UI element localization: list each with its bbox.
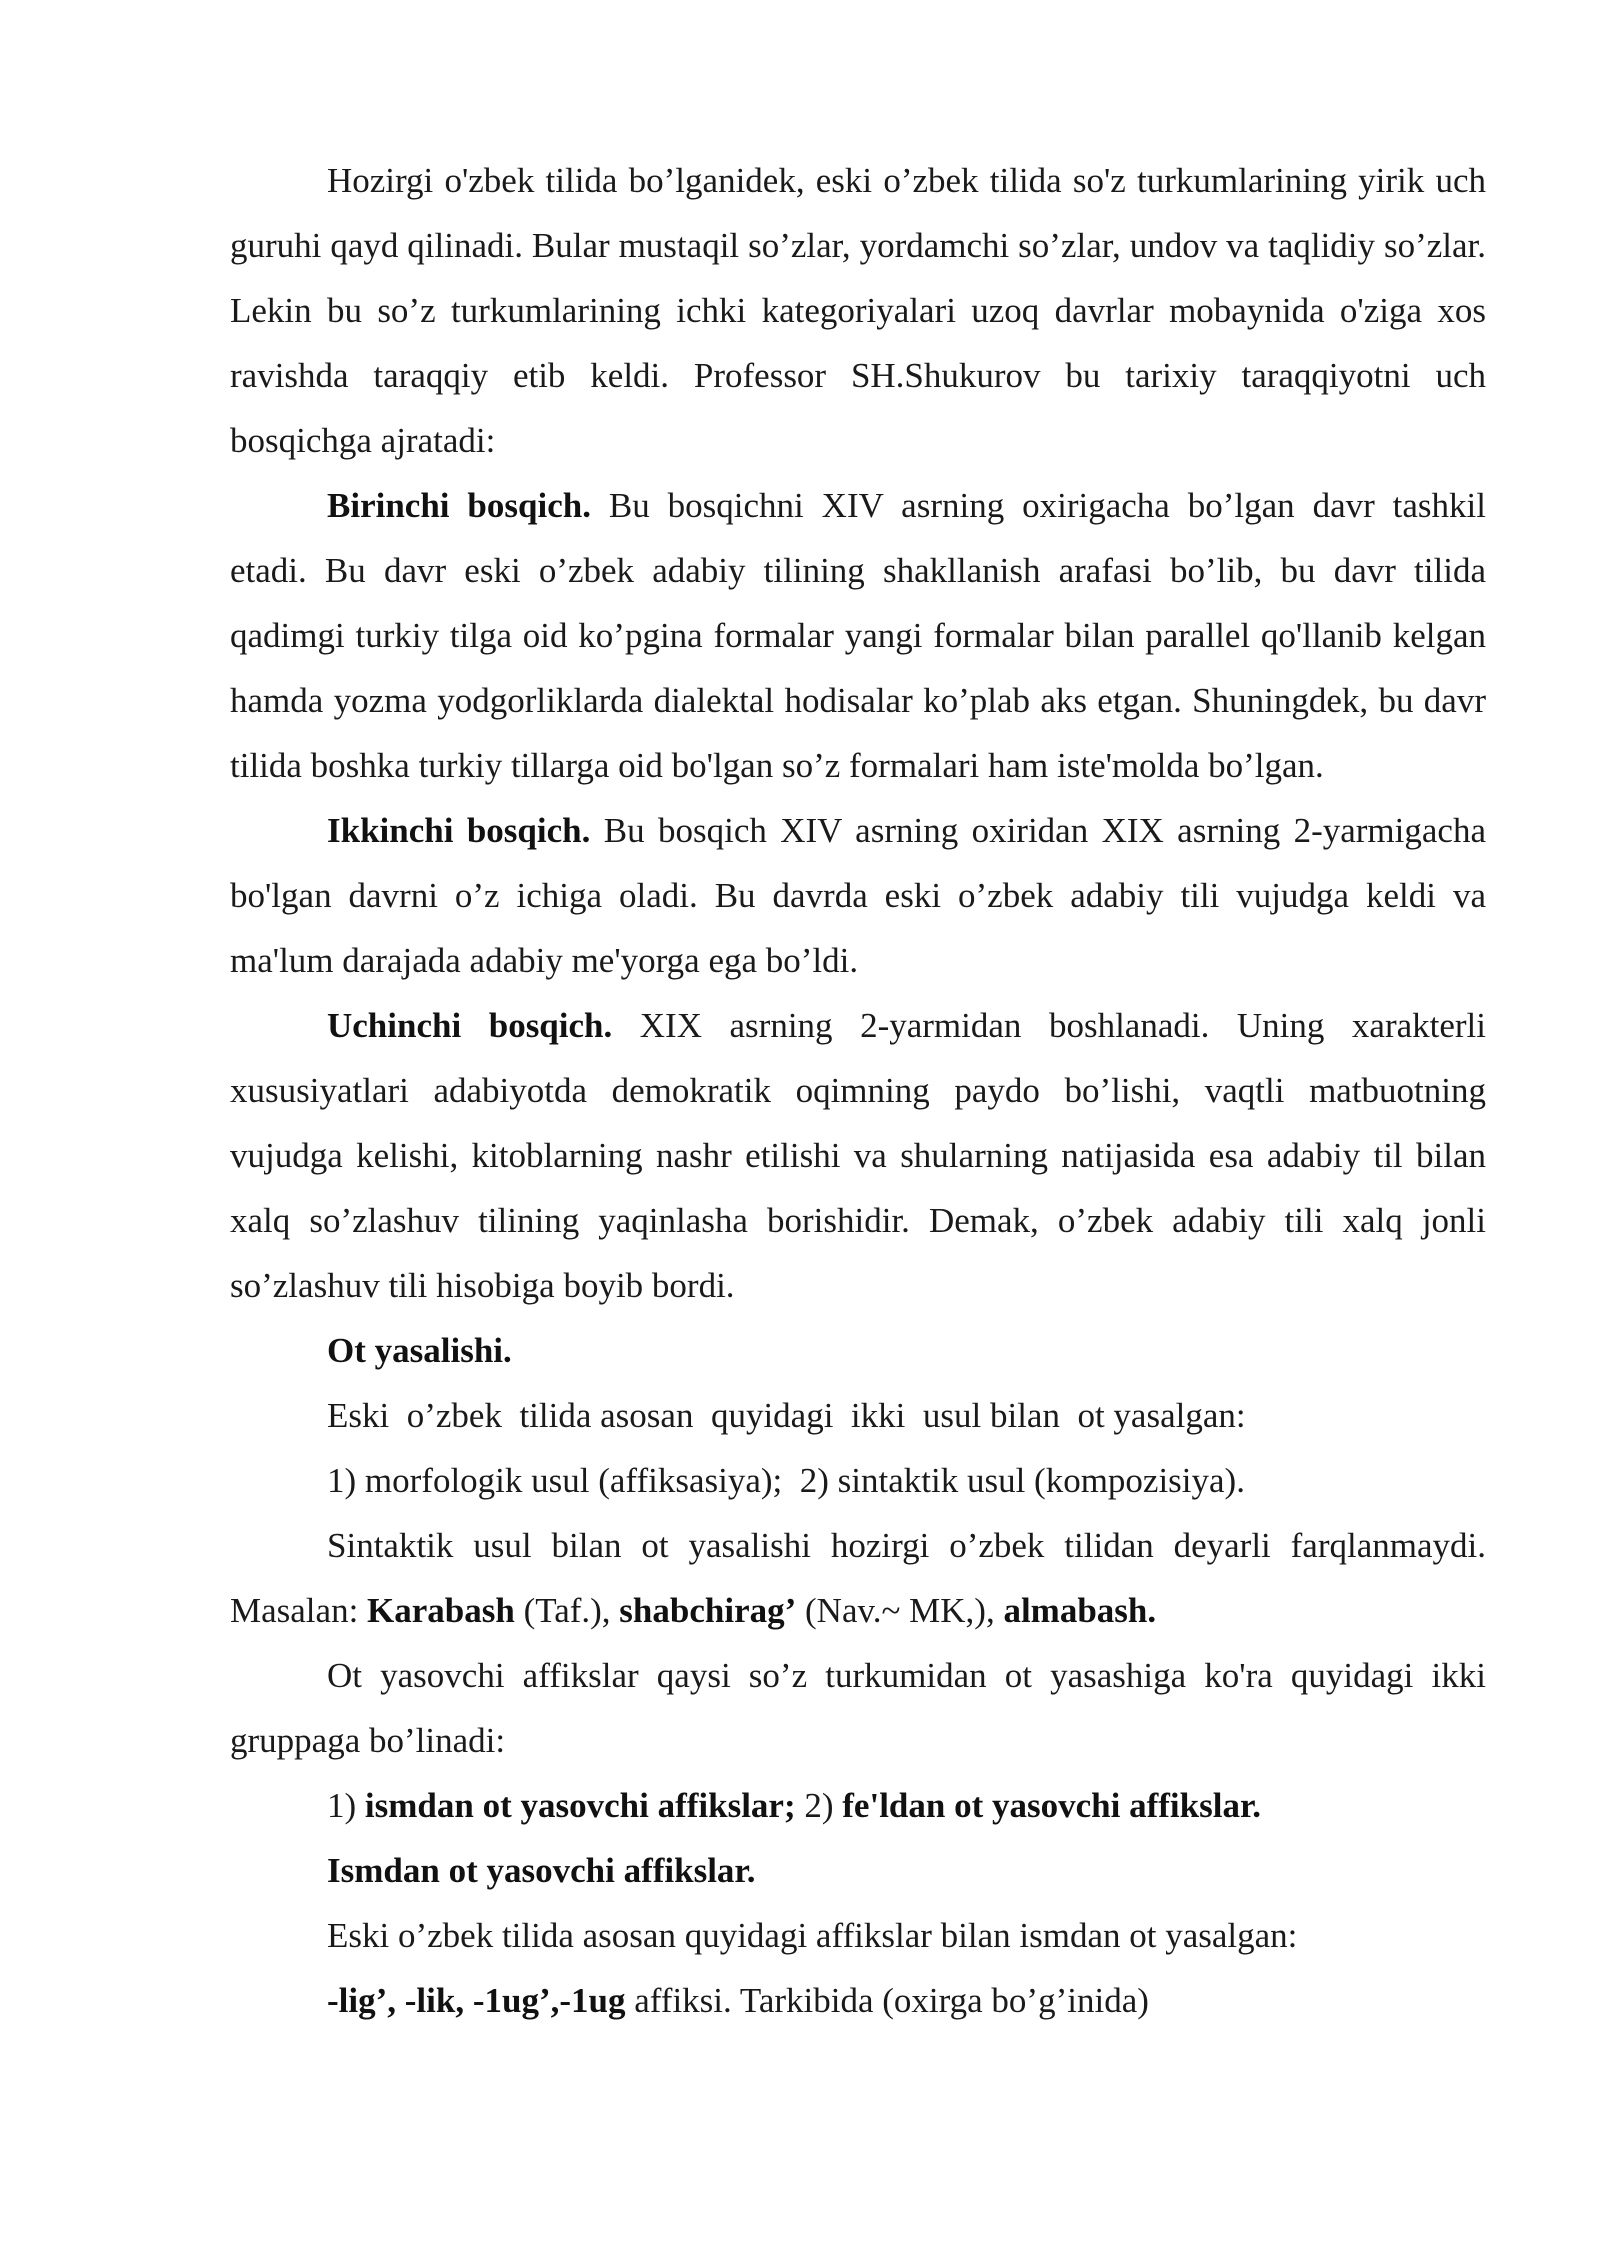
paragraph-ismdan-intro: Eski o’zbek tilida asosan quyidagi affikslar bilan ismdan ot yasalgan: [327, 1916, 1298, 1955]
syntactic-text-d: (Nav.~ MK,), [796, 1591, 1004, 1630]
paragraph-lig-affix [230, 1968, 1486, 2033]
affix-group-verb: fe'ldan ot yasovchi affikslar. [842, 1786, 1262, 1825]
paragraph-affix-list [230, 1773, 1486, 1838]
paragraph-methods-list: 1) morfologik usul (affiksasiya); 2) sintaktik usul (kompozisiya). [327, 1461, 1245, 1500]
affix-group-noun: ismdan ot yasovchi affikslar; [364, 1786, 796, 1825]
syntactic-text-c: (Taf.), [514, 1591, 620, 1630]
example-karabash: Karabash [367, 1591, 515, 1630]
stage-one-text: Bu bosqichni XIV asrning oxirigacha bo’lgan davr tashkil etadi. Bu davr eski o’zbek adabiy tilining shakllanish arafasi bo’lib, bu davr tilida qadimgi turkiy tilga oid ko’pgina formalar yangi formalar bilan parallel qo'llanib kelgan hamda yozma yodgorliklarda dialektal hodisalar ko’plab aks etgan. Shuningdek, bu davr tilida boshka turkiy tillarga oid bo'lgan so’z formalari ham iste'molda bo’lgan. [230, 486, 1486, 785]
stage-two-text: Bu bosqich XIV asrning oxiridan XIX asrning 2-yarmigacha bo'lgan davrni o’z ichiga oladi. Bu davrda eski o’zbek adabiy tili vujudga keldi va ma'lum darajada adabiy me'yorga ega bo’ldi. [230, 811, 1486, 980]
paragraph-stage-two [230, 798, 1486, 993]
document-page [230, 148, 1486, 2033]
lig-affix-text: affiksi. Tarkibida (oxirga bo’g’inida) [625, 1981, 1149, 2020]
paragraph-stage-one [230, 473, 1486, 798]
heading-ot-yasalishi-text: Ot yasalishi. [327, 1331, 512, 1370]
paragraph-syntactic [230, 1513, 1486, 1643]
syntactic-text-a: Sintaktik usul bilan ot yasalishi hozirgi o’zbek tilidan deyarli farqlanmaydi. Masalan: [230, 1526, 1486, 1630]
affix-list-num-1: 1) [327, 1786, 365, 1825]
affix-list-num-2: 2) [795, 1786, 843, 1825]
affix-lig: -lig’, -lik, -1ug’,-1ug [327, 1981, 626, 2020]
heading-ismdan [230, 1838, 1486, 1903]
heading-ot-yasalishi [230, 1318, 1486, 1383]
example-almabash: almabash. [1003, 1591, 1157, 1630]
stage-one-title: Birinchi bosqich. [327, 486, 591, 525]
paragraph-methods-intro: Eski o’zbek tilida asosan quyidagi ikki usul bilan ot yasalgan: [327, 1396, 1246, 1435]
stage-three-title: Uchinchi bosqich. [327, 1006, 613, 1045]
paragraph-stage-three [230, 993, 1486, 1318]
stage-two-title: Ikkinchi bosqich. [327, 811, 591, 850]
example-shabchirag: shabchirag’ [619, 1591, 797, 1630]
stage-three-text: XIX asrning 2-yarmidan boshlanadi. Uning xarakterli xususiyatlari adabiyotda demokratik oqimning paydo bo’lishi, vaqtli matbuotning vujudga kelishi, kitoblarning nashr etilishi va shularning natijasida esa adabiy til bilan xalq so’zlashuv tilining yaqinlasha borishidir. Demak, o’zbek adabiy tili xalq jonli so’zlashuv tili hisobiga boyib bordi. [230, 1006, 1486, 1305]
paragraph-affix-groups: Ot yasovchi affikslar qaysi so’z turkumidan ot yasashiga ko'ra quyidagi ikki gruppaga bo’linadi: [230, 1656, 1486, 1760]
heading-ismdan-text: Ismdan ot yasovchi affikslar. [327, 1851, 756, 1890]
paragraph-intro: Hozirgi o'zbek tilida bo’lganidek, eski o’zbek tilida so'z turkumlarining yirik uch guruhi qayd qilinadi. Bular mustaqil so’zlar, yordamchi so’zlar, undov va taqlidiy so’zlar. Lekin bu so’z turkumlarining ichki kategoriyalari uzoq davrlar mobaynida o'ziga xos ravishda taraqqiy etib keldi. Professor SH.Shukurov bu tarixiy taraqqiyotni uch bosqichga ajratadi: [230, 161, 1486, 460]
